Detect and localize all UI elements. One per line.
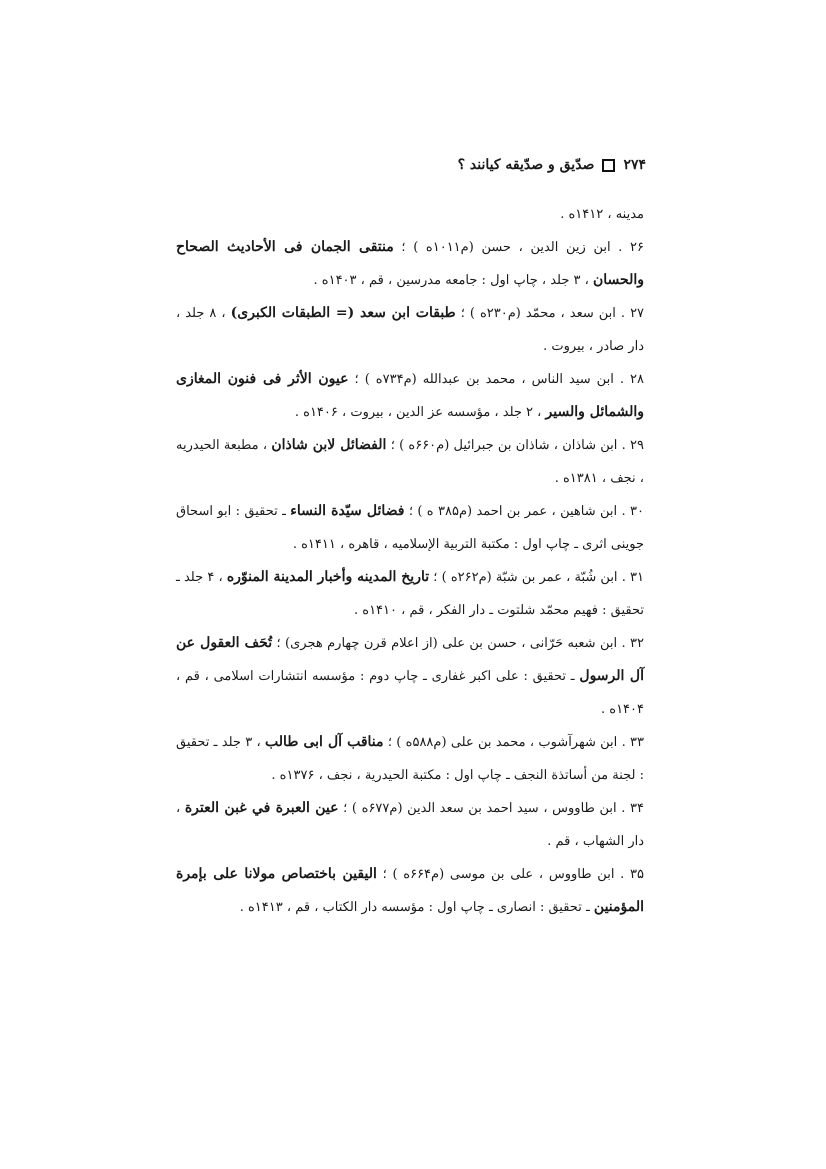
square-box-icon	[602, 159, 615, 172]
entry-number: ۲۷ .	[620, 306, 645, 321]
bibliography-entry-34	[176, 792, 644, 858]
entry-title: تاریخ المدینه وأخبار المدینة المنوّره	[226, 569, 430, 585]
entry-title: منتقی الجمان فی الأحادیث الصحاح والحسان	[176, 239, 644, 288]
bibliography-entry-28	[176, 363, 644, 429]
entry-title: عیون الأثر فی فنون المغازی والشمائل والسیر	[176, 371, 644, 420]
entry-number: ۳۴ .	[621, 801, 645, 816]
entry-author: ابن شاذان ، شاذان بن جبرائیل (م۶۶۰ه ) ؛	[390, 438, 618, 453]
bibliography-entry-35	[176, 858, 644, 924]
entry-publication: ، مطبعة الحیدریه ، نجف ، ۱۳۸۱ه .	[176, 438, 644, 486]
bibliography-entry-31	[176, 561, 644, 627]
entry-publication: ، ۲ جلد ، مؤسسه عز الدین ، بیروت ، ۱۴۰۶ه .	[294, 405, 542, 420]
entry-author: ابن طاووس ، سید احمد بن سعد الدین (م۶۷۷ه ) ؛	[343, 801, 617, 816]
entry-publication: ، ۸ جلد ، دار صادر ، بیروت .	[176, 306, 644, 354]
entry-number: ۳۳ .	[621, 735, 645, 750]
entry-author: ابن شهرآشوب ، محمد بن علی (م۵۸۸ه ) ؛	[387, 735, 618, 750]
bibliography-entry-32	[176, 627, 644, 726]
entry-author: ابن شُبّة ، عمر بن شبّة (م۲۶۲ه ) ؛	[433, 570, 618, 585]
entry-number: ۲۸ .	[619, 372, 644, 387]
entry-author: ابن شعبه حَرّانی ، حسن بن علی (از اعلام قرن چهارم هجری) ؛	[276, 636, 618, 651]
page-number: ۲۷۴	[623, 157, 646, 173]
entry-author: ابن طاووس ، علی بن موسی (م۶۶۴ه ) ؛	[382, 867, 615, 882]
entry-author: ابن زین الدین ، حسن (م۱۰۱۱ه ) ؛	[401, 240, 611, 255]
entry-number: ۳۰ .	[621, 504, 644, 519]
entry-publication: ، ۴ جلد ـ تحقیق : فهیم محمّد شلتوت ـ دار الفکر ، قم ، ۱۴۱۰ه .	[176, 570, 644, 618]
entry-author: ابن سعد ، محمّد (م۲۳۰ه ) ؛	[460, 306, 616, 321]
entry-title: الیقین باختصاص مولانا علی بإمرة المؤمنین	[176, 866, 644, 915]
entry-number: ۲۶ .	[618, 240, 644, 255]
bibliography-list	[176, 198, 644, 924]
entry-title: الفضائل لابن شاذان	[271, 437, 387, 453]
entry-number: ۳۱ .	[621, 570, 644, 585]
entry-author: ابن سید الناس ، محمد بن عبدالله (م۷۳۴ه ) ؛	[354, 372, 614, 387]
entry-publication: ، ۳ جلد ـ تحقیق : لجنة من أساتذة النجف ـ چاپ اول : مکتبة الحیدریة ، نجف ، ۱۳۷۶ه .	[176, 735, 644, 783]
entry-number: ۲۹ .	[621, 438, 645, 453]
entry-title: عین العبرة في غبن العترة	[184, 800, 339, 816]
entry-title: تُحَف العقول عن آل الرسول	[176, 635, 644, 684]
entry-number: ۳۵ .	[620, 867, 645, 882]
entry-publication: ، دار الشهاب ، قم .	[176, 801, 644, 849]
entry-title: فضائل سیّدة النساء	[290, 503, 405, 519]
bibliography-entry-26	[176, 231, 644, 297]
entry-publication: ـ تحقیق : علی اکبر غفاری ـ چاپ دوم : مؤسسه انتشارات اسلامی ، قم ، ۱۴۰۴ه .	[176, 669, 644, 717]
bibliography-entry-30	[176, 495, 644, 561]
entry-title: طبقات ابن سعد (= الطبقات الکبری)	[230, 305, 456, 321]
running-title: صدّیق و صدّیقه کیانند ؟	[457, 157, 595, 173]
entry-publication: ـ تحقیق : ابو اسحاق جوینی اثری ـ چاپ اول : مکتبة التربیة الإسلامیه ، قاهره ، ۱۴۱۱ه .	[176, 504, 644, 552]
running-header	[176, 150, 646, 180]
entry-number: ۳۲ .	[621, 636, 644, 651]
bibliography-entry-27	[176, 297, 644, 363]
bibliography-entry-33	[176, 726, 644, 792]
entry-title: مناقب آل ابی طالب	[265, 734, 384, 750]
bibliography-entry-29	[176, 429, 644, 495]
continuation-line: مدینه ، ۱۴۱۲ه .	[560, 207, 644, 222]
entry-publication: ، ۳ جلد ، چاپ اول : جامعه مدرسین ، قم ، ۱۴۰۳ه .	[313, 273, 589, 288]
entry-publication: ـ تحقیق : انصاری ـ چاپ اول : مؤسسه دار الکتاب ، قم ، ۱۴۱۳ه .	[239, 900, 590, 915]
entry-author: ابن شاهین ، عمر بن احمد (م۳۸۵ ه ) ؛	[408, 504, 618, 519]
